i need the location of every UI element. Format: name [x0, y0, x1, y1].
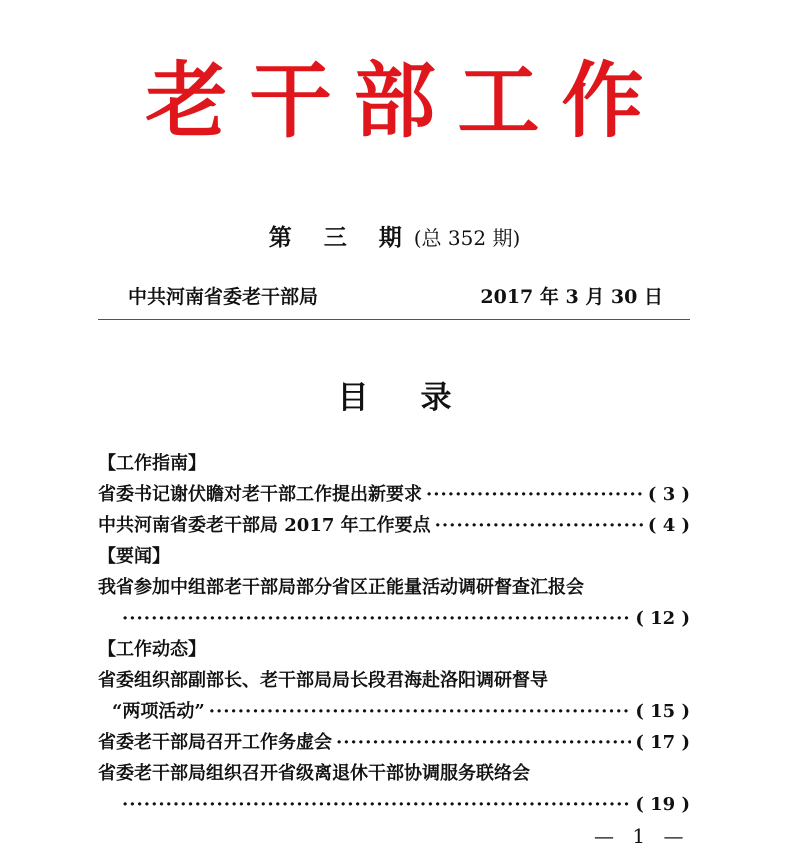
header-divider: [98, 319, 690, 320]
toc-entry-title-continued: “两项活动”: [112, 701, 205, 722]
toc-entry[interactable]: [98, 696, 690, 727]
leader-dots: [435, 510, 644, 541]
toc-entry[interactable]: [98, 510, 690, 541]
toc-entry-title[interactable]: 我省参加中组部老干部局部分省区正能量活动调研督查汇报会: [98, 577, 584, 598]
toc-entry-page: ( 17 ): [635, 732, 690, 753]
leader-dots: [122, 789, 631, 820]
masthead-title: 老干部工作: [145, 54, 666, 149]
toc-entry-page: ( 12 ): [635, 608, 690, 629]
toc-entry-title[interactable]: 省委老干部局组织召开省级离退休干部协调服务联络会: [98, 763, 530, 784]
toc-section-heading: 【工作动态】: [98, 639, 206, 660]
issue-label: 第 三 期: [268, 224, 414, 251]
publisher: 中共河南省委老干部局: [128, 286, 319, 308]
toc-entry[interactable]: [98, 789, 690, 820]
toc-title: 目录: [337, 380, 504, 416]
toc-entry-page: ( 4 ): [647, 515, 690, 536]
leader-dots: [336, 727, 631, 758]
toc-entry-page: ( 19 ): [635, 794, 690, 815]
toc-entry[interactable]: [98, 727, 690, 758]
leader-dots: [209, 696, 632, 727]
issue-number: [0, 222, 789, 254]
toc-section-heading: 【要闻】: [98, 546, 170, 567]
publication-date: 2017 年 3 月 30 日: [480, 286, 663, 308]
table-of-contents: [98, 448, 690, 820]
toc-entry-page: ( 3 ): [647, 484, 690, 505]
leader-dots: [122, 603, 631, 634]
toc-entry[interactable]: [98, 479, 690, 510]
toc-entry-title[interactable]: 省委组织部副部长、老干部局局长段君海赴洛阳调研督导: [98, 670, 548, 691]
toc-entry[interactable]: [98, 603, 690, 634]
toc-entry-page: ( 15 ): [635, 701, 690, 722]
toc-section-heading: 【工作指南】: [98, 453, 206, 474]
page-number: — 1 —: [594, 824, 690, 848]
toc-entry-title: 省委书记谢伏瞻对老干部工作提出新要求: [98, 484, 422, 505]
leader-dots: [426, 479, 644, 510]
toc-entry-title: 省委老干部局召开工作务虚会: [98, 732, 332, 753]
issue-total: (总 352 期): [413, 226, 521, 250]
toc-entry-title: 中共河南省委老干部局 2017 年工作要点: [98, 515, 431, 536]
